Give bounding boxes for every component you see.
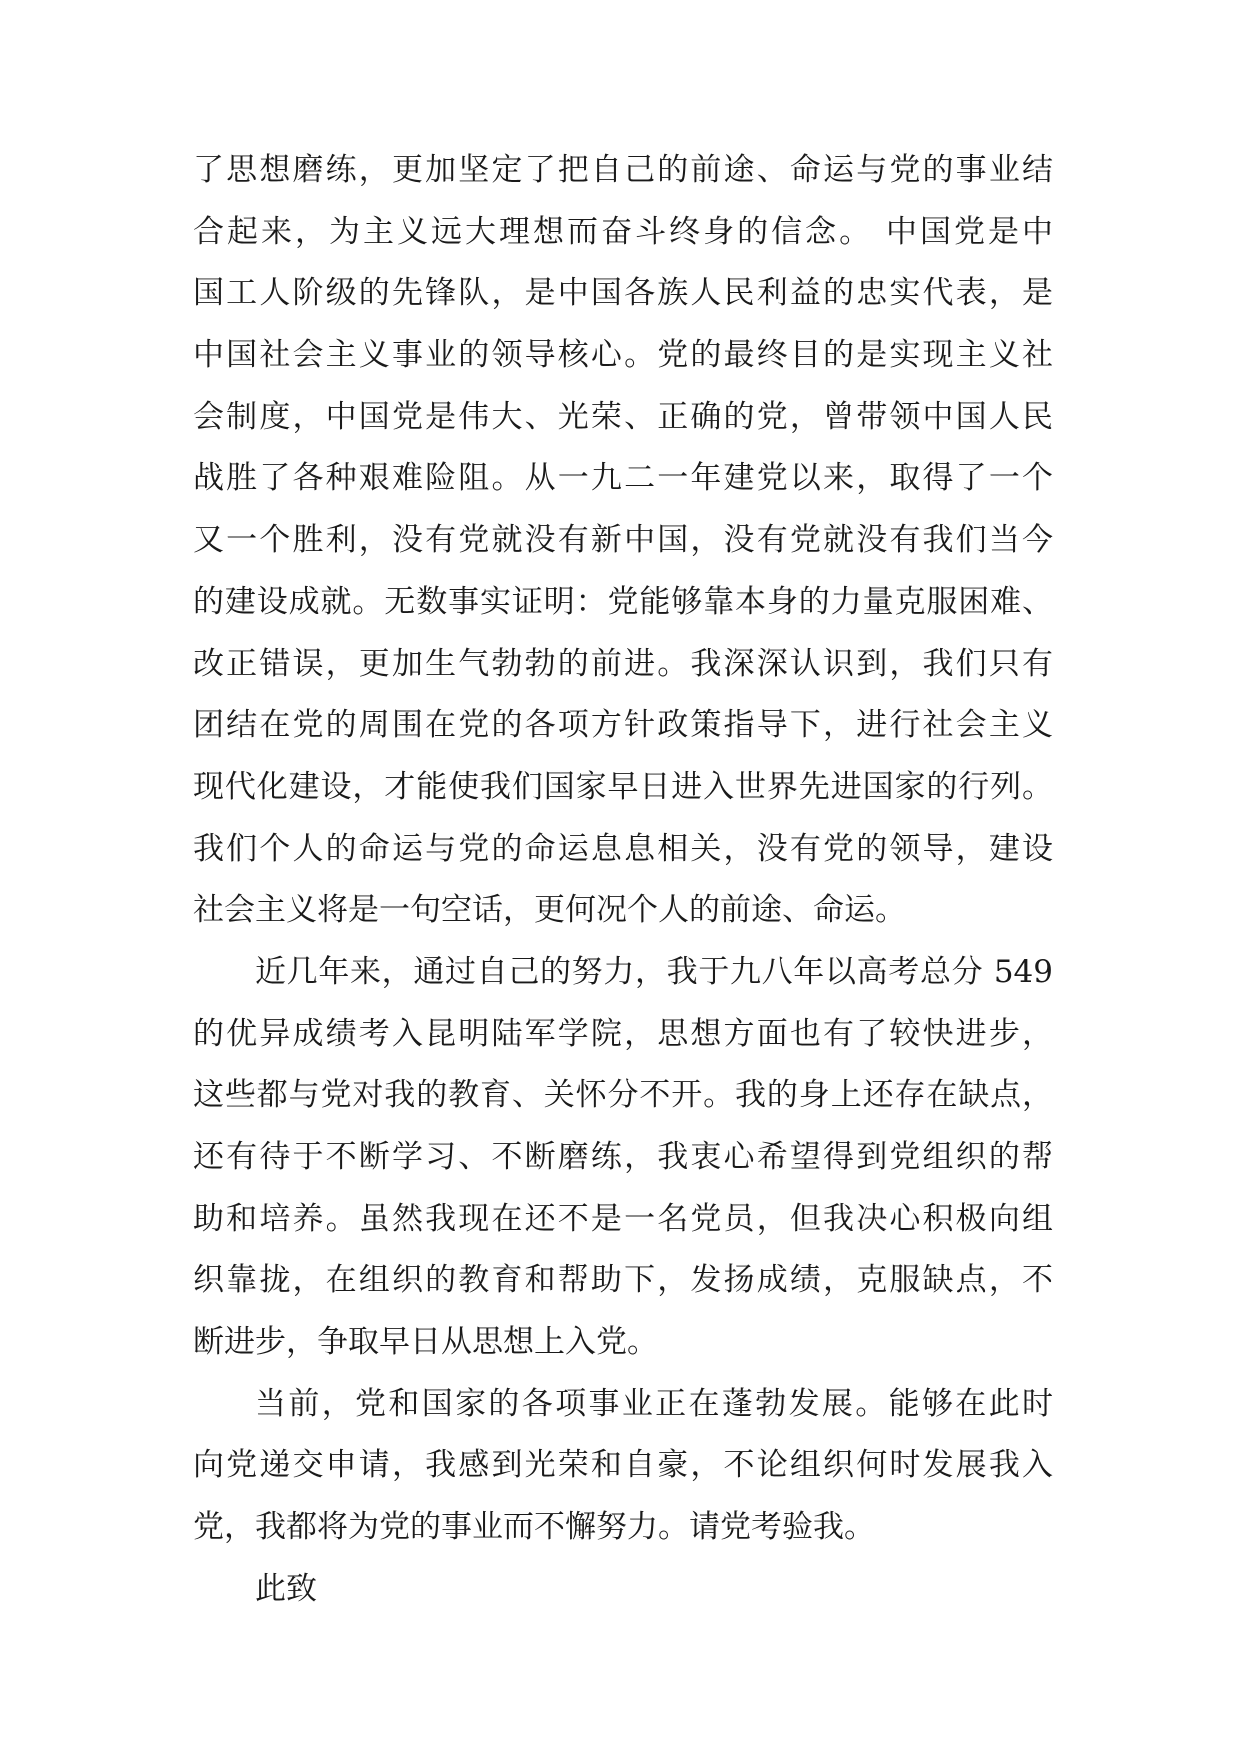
text-line: 团结在党的周围在党的各项方针政策指导下，进行社会主义: [193, 707, 1053, 744]
text-line: 了思想磨练，更加坚定了把自己的前途、命运与党的事业结: [193, 152, 1053, 188]
text-line: 党，我都将为党的事业而不懈努力。请党考验我。: [193, 1509, 875, 1546]
text-line: 我们个人的命运与党的命运息息相关，没有党的领导，建设: [193, 830, 1053, 867]
text-line: 中国社会主义事业的领导核心。党的最终目的是实现主义社: [193, 337, 1053, 374]
paragraph-first-line: 近几年来，通过自己的努力，我于九八年以高考总分 549: [255, 953, 1053, 990]
text-line: 的优异成绩考入昆明陆军学院，思想方面也有了较快进步，: [193, 1015, 1053, 1052]
text-line: 会制度，中国党是伟大、光荣、正确的党，曾带领中国人民: [193, 398, 1053, 435]
text-line: 战胜了各种艰难险阻。从一九二一年建党以来，取得了一个: [193, 460, 1053, 497]
document-body: [193, 140, 1053, 1621]
text-line: 社会主义将是一句空话，更何况个人的前途、命运。: [193, 892, 906, 929]
text-line: 改正错误，更加生气勃勃的前进。我深深认识到，我们只有: [193, 645, 1053, 682]
text-line: 现代化建设，才能使我们国家早日进入世界先进国家的行列。: [193, 768, 1053, 805]
text-line: 还有待于不断学习、不断磨练，我衷心希望得到党组织的帮: [193, 1139, 1053, 1175]
text-line: 又一个胜利，没有党就没有新中国，没有党就没有我们当今: [193, 522, 1053, 559]
text-line: 向党递交申请，我感到光荣和自豪，不论组织何时发展我入: [193, 1447, 1053, 1484]
paragraph-first-line: 当前，党和国家的各项事业正在蓬勃发展。能够在此时: [255, 1385, 1053, 1422]
text-line: 织靠拢，在组织的教育和帮助下，发扬成绩，克服缺点，不: [193, 1262, 1053, 1299]
text-line: 断进步，争取早日从思想上入党。: [193, 1324, 658, 1361]
text-line: 的建设成就。无数事实证明：党能够靠本身的力量克服困难、: [193, 583, 1053, 620]
text-line: 助和培养。虽然我现在还不是一名党员，但我决心积极向组: [193, 1200, 1053, 1237]
closing-salutation: 此致: [255, 1570, 317, 1607]
text-line: 国工人阶级的先锋队，是中国各族人民利益的忠实代表，是: [193, 275, 1053, 312]
text-line: 这些都与党对我的教育、关怀分不开。我的身上还存在缺点，: [193, 1077, 1053, 1114]
text-line: 合起来，为主义远大理想而奋斗终身的信念。 中国党是中: [193, 213, 1053, 250]
